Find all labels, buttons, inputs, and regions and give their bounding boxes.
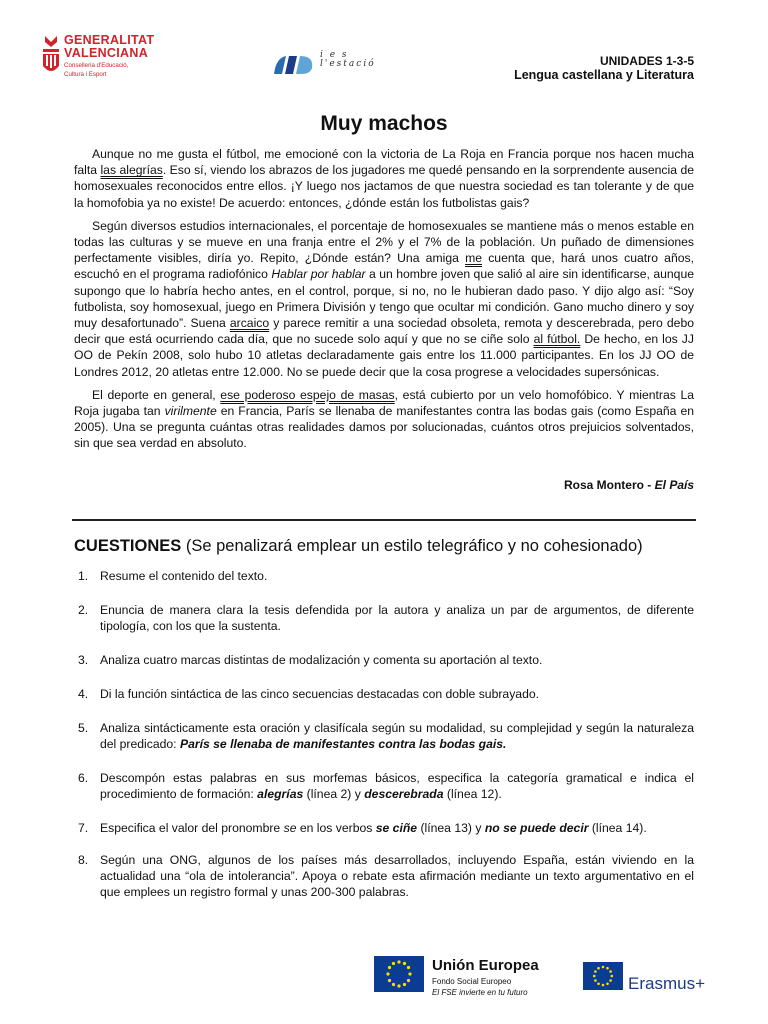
erasmus-flag [583,962,623,995]
question-text: Resume el contenido del texto. [100,569,268,583]
article-text [74,146,694,459]
section-divider [72,519,696,521]
eu-title: Unión Europea [432,957,539,974]
erasmus-label: Erasmus+ [628,974,705,993]
generalitat-name-line2: VALENCIANA [64,46,149,60]
question-text: Enuncia de manera clara la tesis defendida por la autora y analiza un par de argumentos, de diferente tipología, con los que la sustenta. [100,603,694,634]
generalitat-name-line1: GENERALITAT [64,33,155,47]
eu-flag-small-icon [583,962,623,990]
double-underlined-phrase: me [465,251,483,266]
eu-fund-label: Fondo Social Europeo [432,977,512,986]
generalitat-emblem-icon [40,34,62,78]
double-underlined-phrase: las alegrías [100,163,163,178]
question-text: Según una ONG, algunos de los países más desarrollados, incluyendo España, están viviendo en la actualidad una “ola de intolerancia”. Apoya o rebate esta afirmación mediante un texto argumentativo en el que emplees un registro formal y unas 200-300 palabras. [100,853,694,900]
question-text: Di la función sintáctica de las cinco secuencias destacadas con doble subrayado. [100,687,540,701]
ies-line2: l'estació [320,59,376,69]
author-signature: Rosa Montero - El País [563,478,694,492]
question-number: 1. [78,569,89,583]
question-text: Analiza cuatro marcas distintas de modalización y comenta su aportación al texto. [100,653,543,667]
eu-flag [374,956,424,997]
ies-emblem-icon [272,52,318,76]
question-number: 8. [78,853,89,867]
eu-slogan: El FSE invierte en tu futuro [432,988,528,997]
eu-flag-icon [374,956,424,992]
paragraph-2: Según diversos estudios internacionales, el porcentaje de homosexuales se mantiene más o menos estable en todas las culturas y se mueve en una franja entre el 2% y el 7% de la población. Un puñado de dimensiones perfectamente visibles, diría yo. Repito, ¿Dónde están? Una amiga me cuenta que, hará unos cuatro años, escuchó en el programa radiofónico Hablar por hablar a un hombre joven que salió al aire sin identificarse, aunque supongo que lo habría hecho antes, en el control, porque, si no, no le hubieran dado paso. Y dijo algo así: “Soy futbolista, soy homosexual, juego en Primera División y tengo que ocultar mi condición. Gano mucho dinero y soy muy desafortunado”. Suena arcaico y parece remitir a una sociedad obsoleta, remota y descerebrada, pero debo decir que está ocurriendo cada día, que no sucede solo aquí y que no se ciñe solo al fútbol. De hecho, en los JJ OO de Pekín 2008, solo hubo 10 atletas declaradamente gais entre los 11.000 participantes. En los JJ OO de Londres 2012, 20 atletas entre 12.000. No se puede decir que la cosa progrese a velocidades supersónicas. [74,218,695,379]
double-underlined-phrase: arcaico [229,316,270,331]
double-underlined-phrase: ese poderoso espejo de masas [220,387,395,402]
conselleria-line2: Cultura i Esport [64,71,107,78]
question-number: 3. [78,653,89,667]
paragraph-3: El deporte en general, ese poderoso espejo de masas, está cubierto por un velo homofóbico. Y mientras La Roja jugaba tan virilmente en Francia, París se llenaba de manifestantes contra las bodas gais (como España en 2005). Una se pregunta cuántas otras realidades damos por solucionadas, cuántos otros prejuicios solventados, sin que sea verdad en absoluto. [74,387,694,451]
generalitat-logo [40,34,190,90]
italic-word: virilmente [164,404,217,419]
text-title: Muy machos [320,112,448,135]
ies-line1: i e s [320,50,349,60]
subject-label: Lengua castellana y Literatura [514,68,694,82]
radio-program-name: Hablar por hablar [271,267,366,282]
question-number: 2. [78,603,89,617]
question-text: Especifica el valor del pronombre se en los verbos se ciñe (línea 13) y no se puede decir (línea 14). [100,821,647,835]
header-info [514,54,694,83]
source-name: El País [654,478,694,492]
conselleria-line1: Conselleria d'Educació, [64,62,129,69]
question-number: 5. [78,721,89,735]
question-text: Analiza sintácticamente esta oración y clasifícala según su modalidad, su complejidad y según la naturaleza del predicado: París se llenaba de manifestantes contra las bodas gais. [100,721,694,752]
double-underlined-phrase: al fútbol. [533,332,581,347]
paragraph-1: Aunque no me gusta el fútbol, me emocioné con la victoria de La Roja en Francia porque nos hacen mucha falta las alegrías. Eso sí, viendo los abrazos de los jugadores me quedé pensando en la sorprendente ausencia de homosexuales reconocidos entre ellos. ¡Y luego nos jactamos de que nuestra sociedad es tan tolerante y de que la homofobia ya no existe! De acuerdo: entonces, ¿dónde están los futbolistas gais? [74,147,694,210]
question-number: 6. [78,771,89,785]
units-label: UNIDADES 1-3-5 [599,54,694,68]
question-number: 4. [78,687,89,701]
ies-logo [272,50,422,78]
question-number: 7. [78,821,89,835]
questions-heading: CUESTIONES (Se penalizará emplear un estilo telegráfico y no cohesionado) [74,537,643,555]
question-text: Descompón estas palabras en sus morfemas básicos, especifica la categoría gramatical e indica el procedimiento de formación: alegrías (línea 2) y descerebrada (línea 12). [100,771,694,802]
